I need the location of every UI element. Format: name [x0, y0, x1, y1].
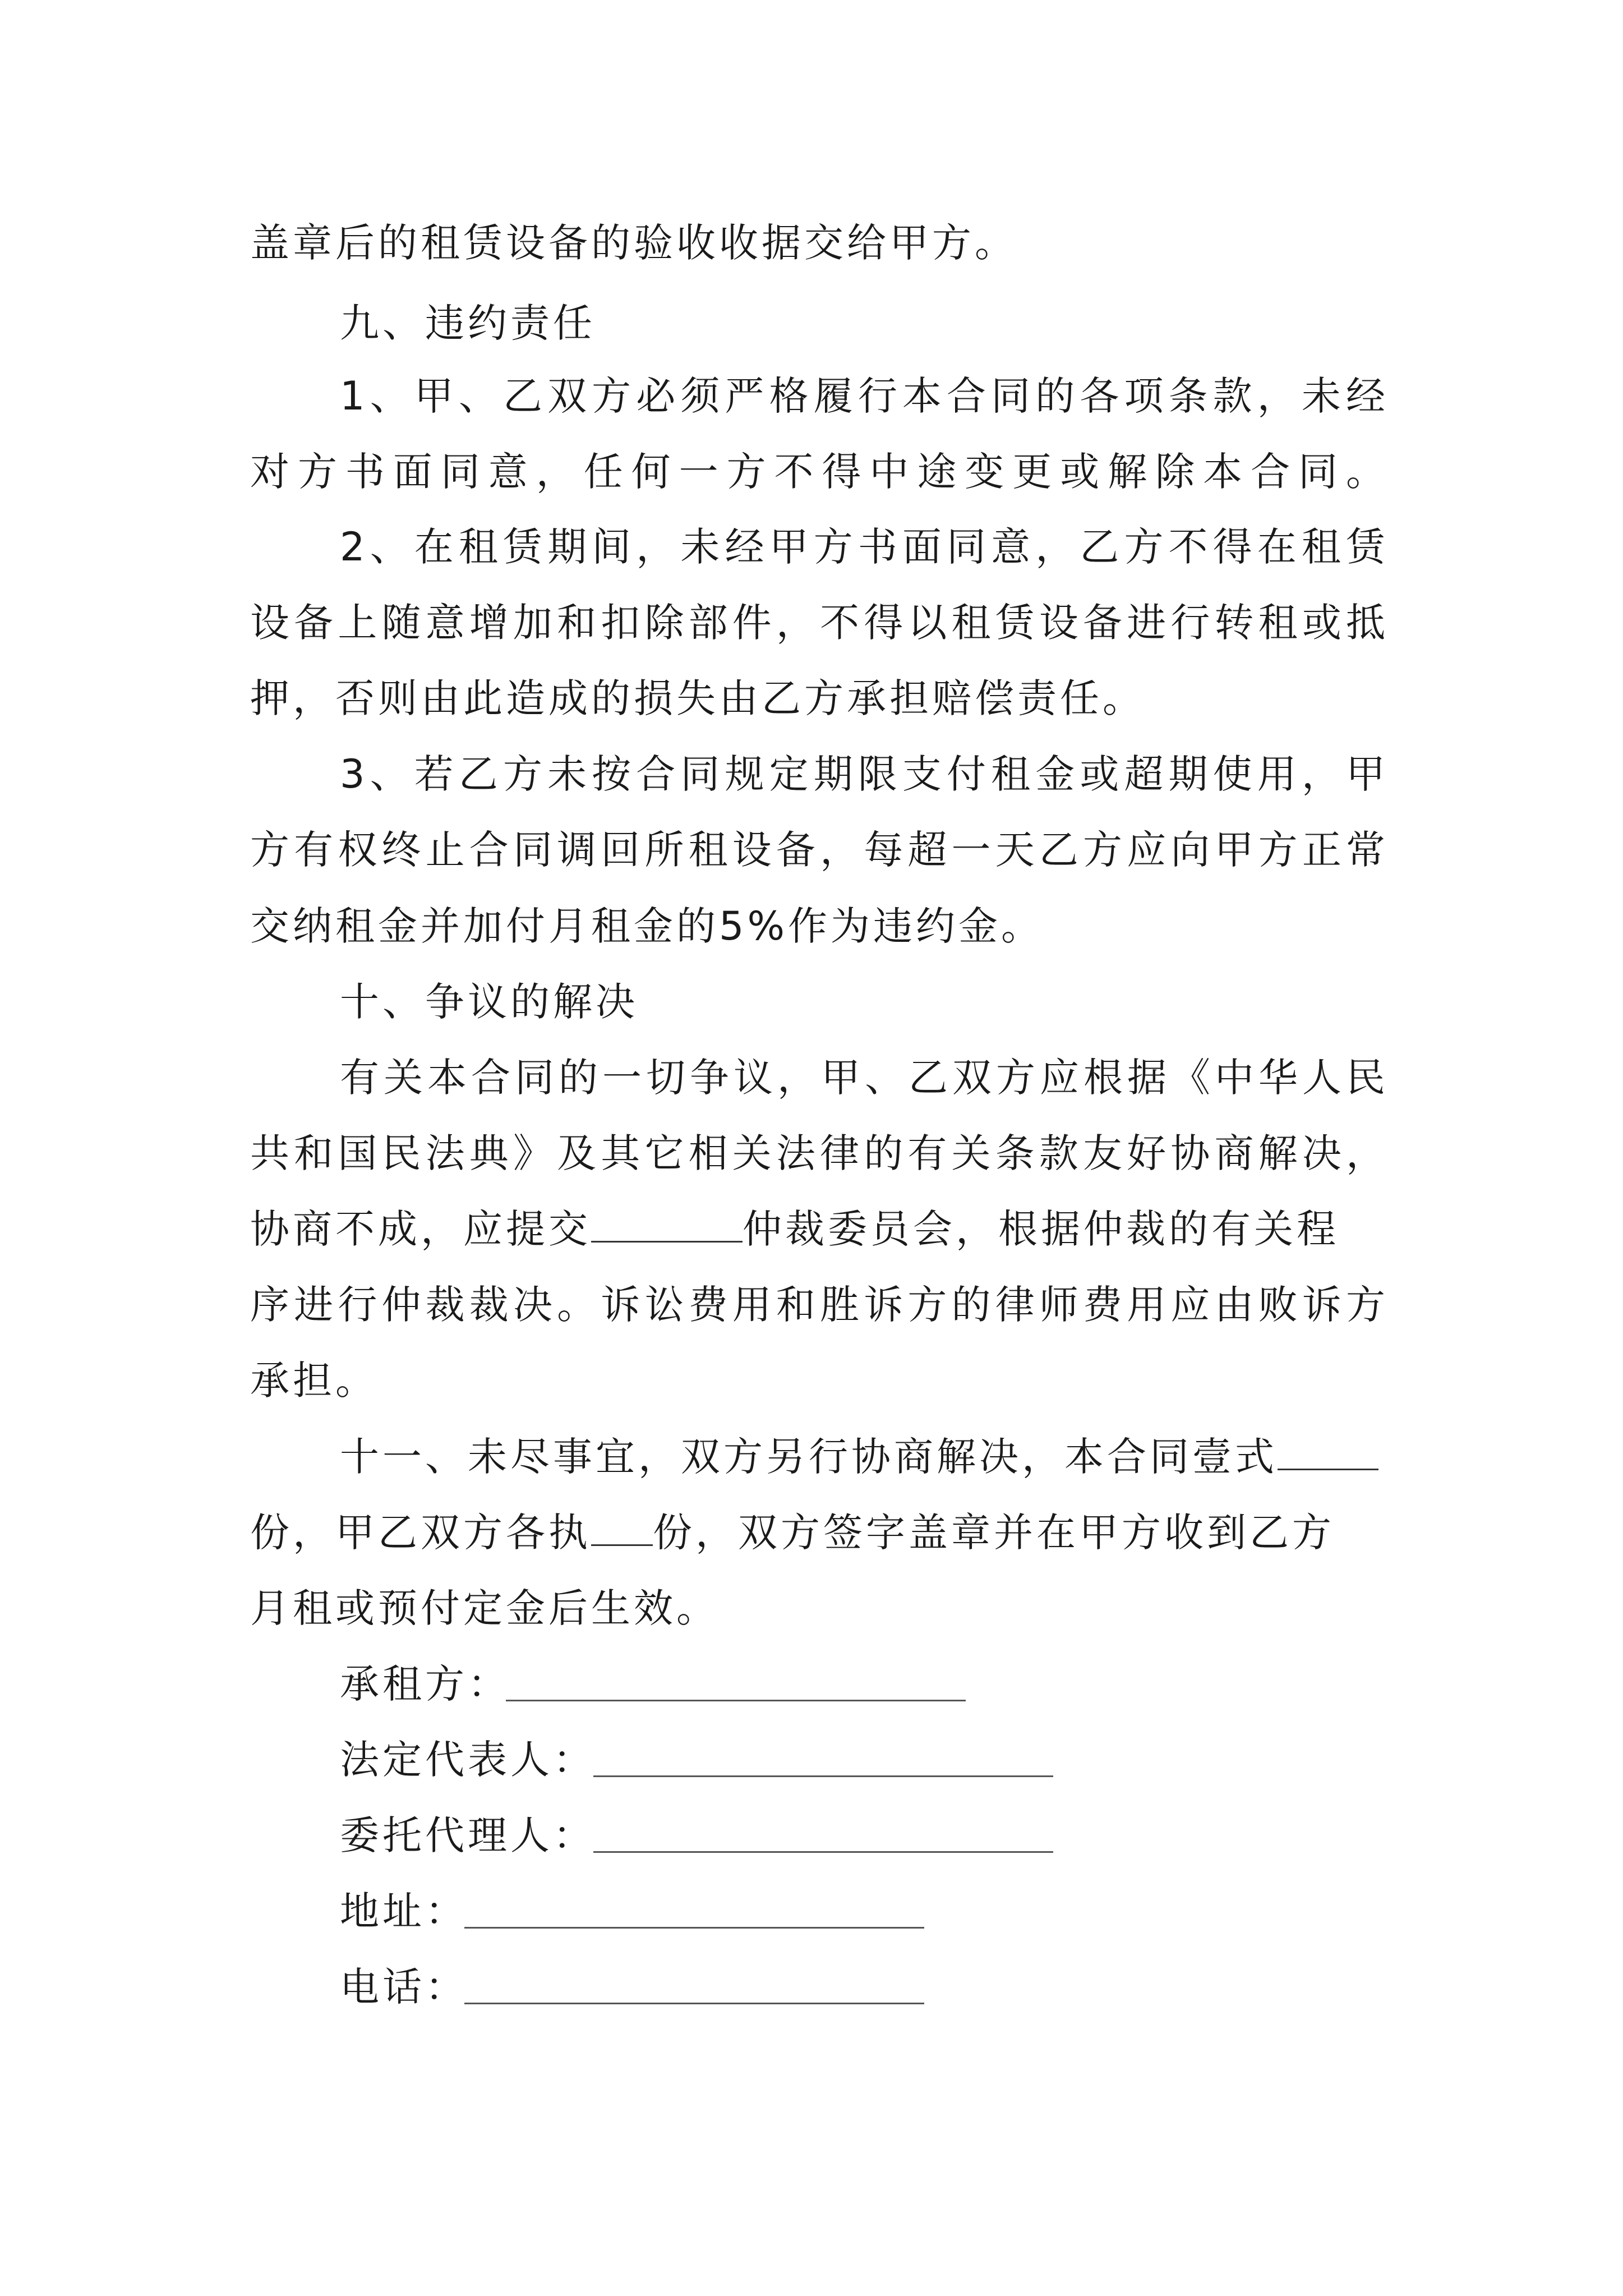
paragraph-line-with-blank [250, 1204, 1339, 1254]
line-segment: 份，双方签字盖章并在甲方收到乙方 [653, 1510, 1335, 1556]
signature-row-phone [340, 1962, 468, 2012]
line-segment: 仲裁委员会，根据仲裁的有关程 [743, 1206, 1339, 1252]
paragraph-line: 2、在租赁期间，未经甲方书面同意，乙方不得在租赁 [340, 524, 1389, 570]
signature-label: 法定代表人： [340, 1737, 596, 1783]
signature-label: 委托代理人： [340, 1812, 596, 1858]
signature-row-address [340, 1886, 468, 1936]
paragraph-line: 共和国民法典》及其它相关法律的有关条款友好协商解决， [250, 1130, 1389, 1176]
paragraph-line: 盖章后的租赁设备的验收收据交给甲方。 [250, 220, 1017, 266]
signature-line [593, 1775, 1053, 1777]
signature-row-agent [340, 1810, 596, 1861]
signature-label: 承租方： [340, 1661, 510, 1707]
line-segment: 份，甲乙双方各执 [250, 1510, 591, 1556]
paragraph-line-with-blank [250, 1507, 1335, 1558]
paragraph-line: 月租或预付定金后生效。 [250, 1585, 719, 1631]
paragraph-line: 方有权终止合同调回所租设备，每超一天乙方应向甲方正常 [250, 827, 1389, 873]
signature-label: 电话： [340, 1964, 468, 2010]
section-heading-dispute: 十、争议的解决 [340, 979, 638, 1025]
paragraph-line: 承担。 [250, 1358, 378, 1404]
fill-in-blank [591, 1207, 743, 1243]
signature-line [593, 1851, 1053, 1853]
signature-line [464, 2003, 924, 2004]
paragraph-line: 3、若乙方未按合同规定期限支付租金或超期使用，甲 [340, 751, 1389, 797]
fill-in-blank [591, 1511, 653, 1546]
paragraph-line: 对方书面同意，任何一方不得中途变更或解除本合同。 [250, 449, 1389, 495]
paragraph-line: 1、甲、乙双方必须严格履行本合同的各项条款，未经 [340, 373, 1389, 419]
paragraph-line-with-blank [340, 1432, 1378, 1482]
paragraph-line: 序进行仲裁裁决。诉讼费用和胜诉方的律师费用应由败诉方 [250, 1282, 1389, 1328]
signature-row-legal-rep [340, 1734, 596, 1785]
signature-label: 地址： [340, 1888, 468, 1934]
paragraph-line: 交纳租金并加付月租金的5%作为违约金。 [250, 903, 1044, 949]
signature-line [506, 1700, 966, 1701]
fill-in-blank [1278, 1435, 1378, 1470]
signature-line [464, 1927, 924, 1929]
section-heading-breach: 九、违约责任 [340, 300, 596, 346]
paragraph-line: 有关本合同的一切争议，甲、乙双方应根据《中华人民 [340, 1055, 1389, 1101]
line-segment: 十一、未尽事宜，双方另行协商解决，本合同壹式 [340, 1434, 1278, 1480]
line-segment: 协商不成，应提交 [250, 1206, 591, 1252]
paragraph-line: 设备上随意增加和扣除部件，不得以租赁设备进行转租或抵 [250, 600, 1389, 646]
signature-row-lessee [340, 1659, 510, 1709]
paragraph-line: 押，否则由此造成的损失由乙方承担赔偿责任。 [250, 675, 1145, 721]
